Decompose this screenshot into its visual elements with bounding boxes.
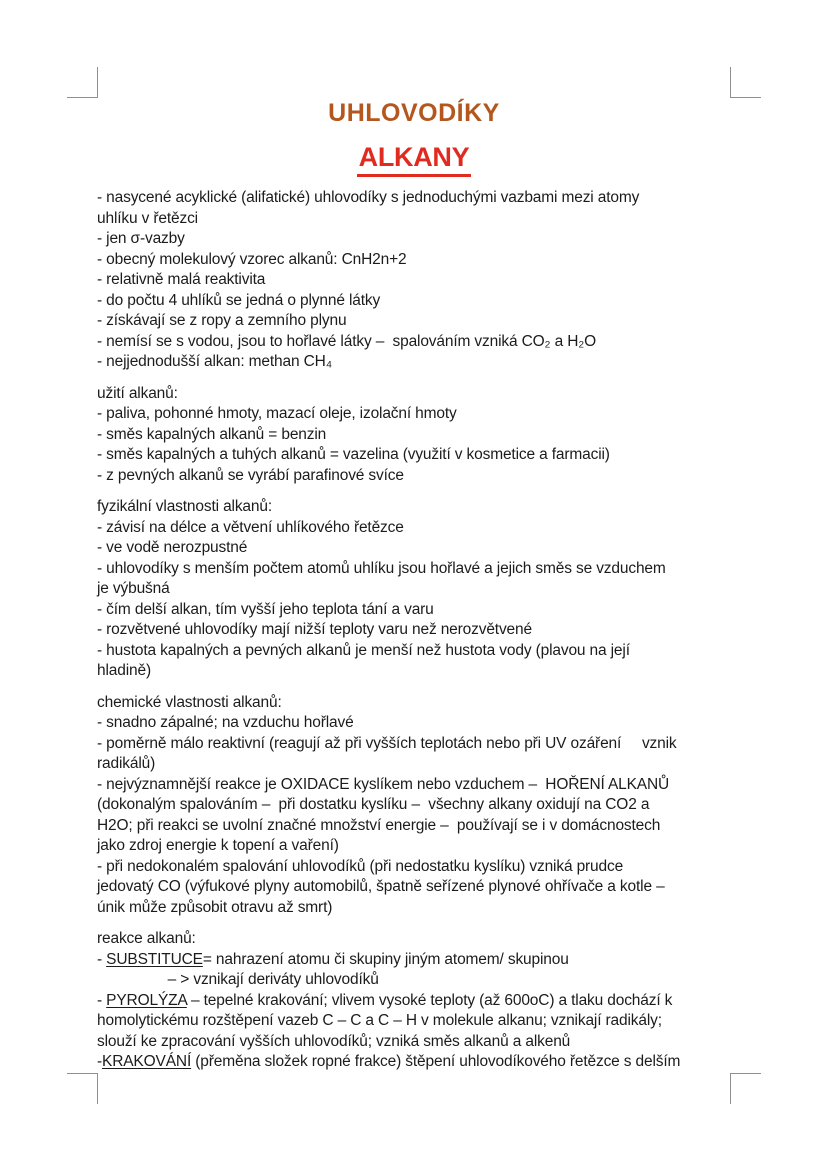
text-segment: - čím delší alkan, tím vyšší jeho teplota tání a varu xyxy=(97,600,434,618)
text-line xyxy=(97,311,787,332)
text-line xyxy=(97,518,787,539)
text-segment: - nasycené acyklické (alifatické) uhlovodíky s jednoduchými vazbami mezi atomy xyxy=(97,189,640,206)
text-segment: - jen σ-vazby xyxy=(97,230,185,247)
text-segment: uhlíku v řetězci xyxy=(97,209,198,227)
section xyxy=(97,497,787,682)
text-segment: radikálů) xyxy=(97,755,156,772)
text-line xyxy=(97,332,787,353)
text-line xyxy=(97,991,787,1012)
text-segment: - nejvýznamnější reakce je OXIDACE kyslíkem nebo vzduchem – HOŘENÍ ALKANŮ xyxy=(97,775,670,793)
underlined-term: SUBSTITUCE xyxy=(106,950,203,968)
text-segment: - relativně malá reaktivita xyxy=(97,271,266,288)
text-line xyxy=(97,1011,787,1032)
text-segment: = nahrazení atomu či skupiny jiným atomem/ skupinou xyxy=(202,950,569,968)
text-line xyxy=(97,538,787,559)
underlined-term: KRAKOVÁNÍ xyxy=(102,1053,192,1070)
text-segment: - snadno zápalné; na vzduchu hořlavé xyxy=(97,714,354,731)
text-segment: - rozvětvené uhlovodíky mají nižší teploty varu než nerozvětvené xyxy=(97,621,532,638)
text-segment: homolytickému rozštěpení vazeb C – C a C – H v molekule alkanu; vznikají radikály; xyxy=(97,1012,662,1029)
section xyxy=(97,188,787,373)
text-line xyxy=(97,425,787,446)
text-segment: - poměrně málo reaktivní (reagují až při vyšších teplotách nebo při UV ozáření vznik xyxy=(97,734,677,752)
text-segment: – tepelné krakování; vlivem vysoké teploty (až 600oC) a tlaku dochází k xyxy=(186,991,673,1009)
text-segment: - ve vodě nerozpustné xyxy=(97,539,248,556)
text-segment: - směs kapalných a tuhých alkanů = vazelina (využití v kosmetice a farmacii) xyxy=(97,446,610,463)
text-line xyxy=(97,270,787,291)
text-line xyxy=(97,559,787,580)
text-segment: - paliva, pohonné hmoty, mazací oleje, izolační hmoty xyxy=(97,405,457,422)
text-segment: je výbušná xyxy=(97,580,170,597)
section xyxy=(97,693,787,919)
section xyxy=(97,384,787,487)
text-line xyxy=(97,466,787,487)
text-line xyxy=(97,404,787,425)
text-segment: fyzikální vlastnosti alkanů: xyxy=(97,498,272,515)
text-segment: (přeměna složek ropné frakce) štěpení uhlovodíkového řetězce s delším xyxy=(191,1053,681,1070)
text-line xyxy=(97,620,787,641)
text-segment: - při nedokonalém spalování uhlovodíků (při nedostatku kyslíku) vzniká prudce xyxy=(97,857,624,875)
text-line xyxy=(97,579,787,600)
text-line xyxy=(97,229,787,250)
text-segment: - nemísí se s vodou, jsou to hořlavé látky – spalováním vzniká CO₂ a H₂O xyxy=(97,332,597,350)
text-segment: slouží ke zpracování vyšších uhlovodíků; vzniká směs alkanů a alkenů xyxy=(97,1032,571,1050)
page-subtitle-wrap xyxy=(0,142,828,177)
text-line xyxy=(97,713,787,734)
text-segment: - nejjednodušší alkan: methan CH₄ xyxy=(97,353,332,370)
text-segment: hladině) xyxy=(97,662,151,679)
text-segment: užití alkanů: xyxy=(97,384,178,402)
text-segment: - hustota kapalných a pevných alkanů je menší než hustota vody (plavou na její xyxy=(97,641,630,659)
text-segment: - do počtu 4 uhlíků se jedná o plynné látky xyxy=(97,291,381,309)
text-segment: - z pevných alkanů se vyrábí parafinové svíce xyxy=(97,466,404,484)
text-line xyxy=(97,209,787,230)
text-line xyxy=(97,898,787,919)
text-line xyxy=(97,754,787,775)
text-segment: - uhlovodíky s menším počtem atomů uhlíku jsou hořlavé a jejich směs se vzduchem xyxy=(97,559,666,577)
text-segment: H2O; při reakci se uvolní značné množství energie – používají se i v domácnostech xyxy=(97,816,661,834)
text-line xyxy=(97,1032,787,1053)
text-segment: chemické vlastnosti alkanů: xyxy=(97,693,282,711)
text-line xyxy=(97,1052,787,1073)
underlined-term: PYROLÝZA xyxy=(106,991,187,1009)
text-line xyxy=(97,384,787,405)
text-line xyxy=(97,291,787,312)
text-segment: - xyxy=(97,991,107,1009)
text-segment: - získávají se z ropy a zemního plynu xyxy=(97,312,347,329)
page-title: UHLOVODÍKY xyxy=(328,99,500,127)
text-segment: – > vznikají deriváty uhlovodíků xyxy=(97,971,379,988)
text-line xyxy=(97,188,787,209)
crop-mark-bottom-left xyxy=(67,1073,98,1104)
page-subtitle: ALKANY xyxy=(357,142,472,177)
text-line xyxy=(97,970,787,991)
text-segment: - obecný molekulový vzorec alkanů: CnH2n+2 xyxy=(97,250,407,268)
text-line xyxy=(97,693,787,714)
text-segment: - závisí na délce a větvení uhlíkového řetězce xyxy=(97,518,404,536)
text-line xyxy=(97,600,787,621)
text-segment: (dokonalým spalováním – při dostatku kyslíku – všechny alkany oxidují na CO2 a xyxy=(97,796,650,813)
text-segment: - směs kapalných alkanů = benzin xyxy=(97,425,327,443)
text-segment: jako zdroj energie k topení a vaření) xyxy=(97,837,339,854)
text-line xyxy=(97,877,787,898)
text-line xyxy=(97,661,787,682)
text-line xyxy=(97,775,787,796)
crop-mark-top-right xyxy=(730,67,761,98)
text-segment: - xyxy=(97,1053,103,1070)
crop-mark-top-left xyxy=(67,67,98,98)
text-segment: jedovatý CO (výfukové plyny automobilů, špatně seřízené plynové ohřívače a kotle – xyxy=(97,878,665,895)
section xyxy=(97,929,787,1073)
document-body xyxy=(97,188,787,1073)
text-line xyxy=(97,950,787,971)
text-line xyxy=(97,857,787,878)
text-line xyxy=(97,816,787,837)
text-line xyxy=(97,250,787,271)
text-line xyxy=(97,497,787,518)
text-line xyxy=(97,641,787,662)
text-line xyxy=(97,734,787,755)
text-line xyxy=(97,352,787,373)
text-line xyxy=(97,795,787,816)
text-segment: reakce alkanů: xyxy=(97,930,196,947)
crop-mark-bottom-right xyxy=(730,1073,761,1104)
text-line xyxy=(97,836,787,857)
text-segment: - xyxy=(97,950,107,968)
text-line xyxy=(97,929,787,950)
text-segment: únik může způsobit otravu až smrt) xyxy=(97,898,333,916)
text-line xyxy=(97,445,787,466)
